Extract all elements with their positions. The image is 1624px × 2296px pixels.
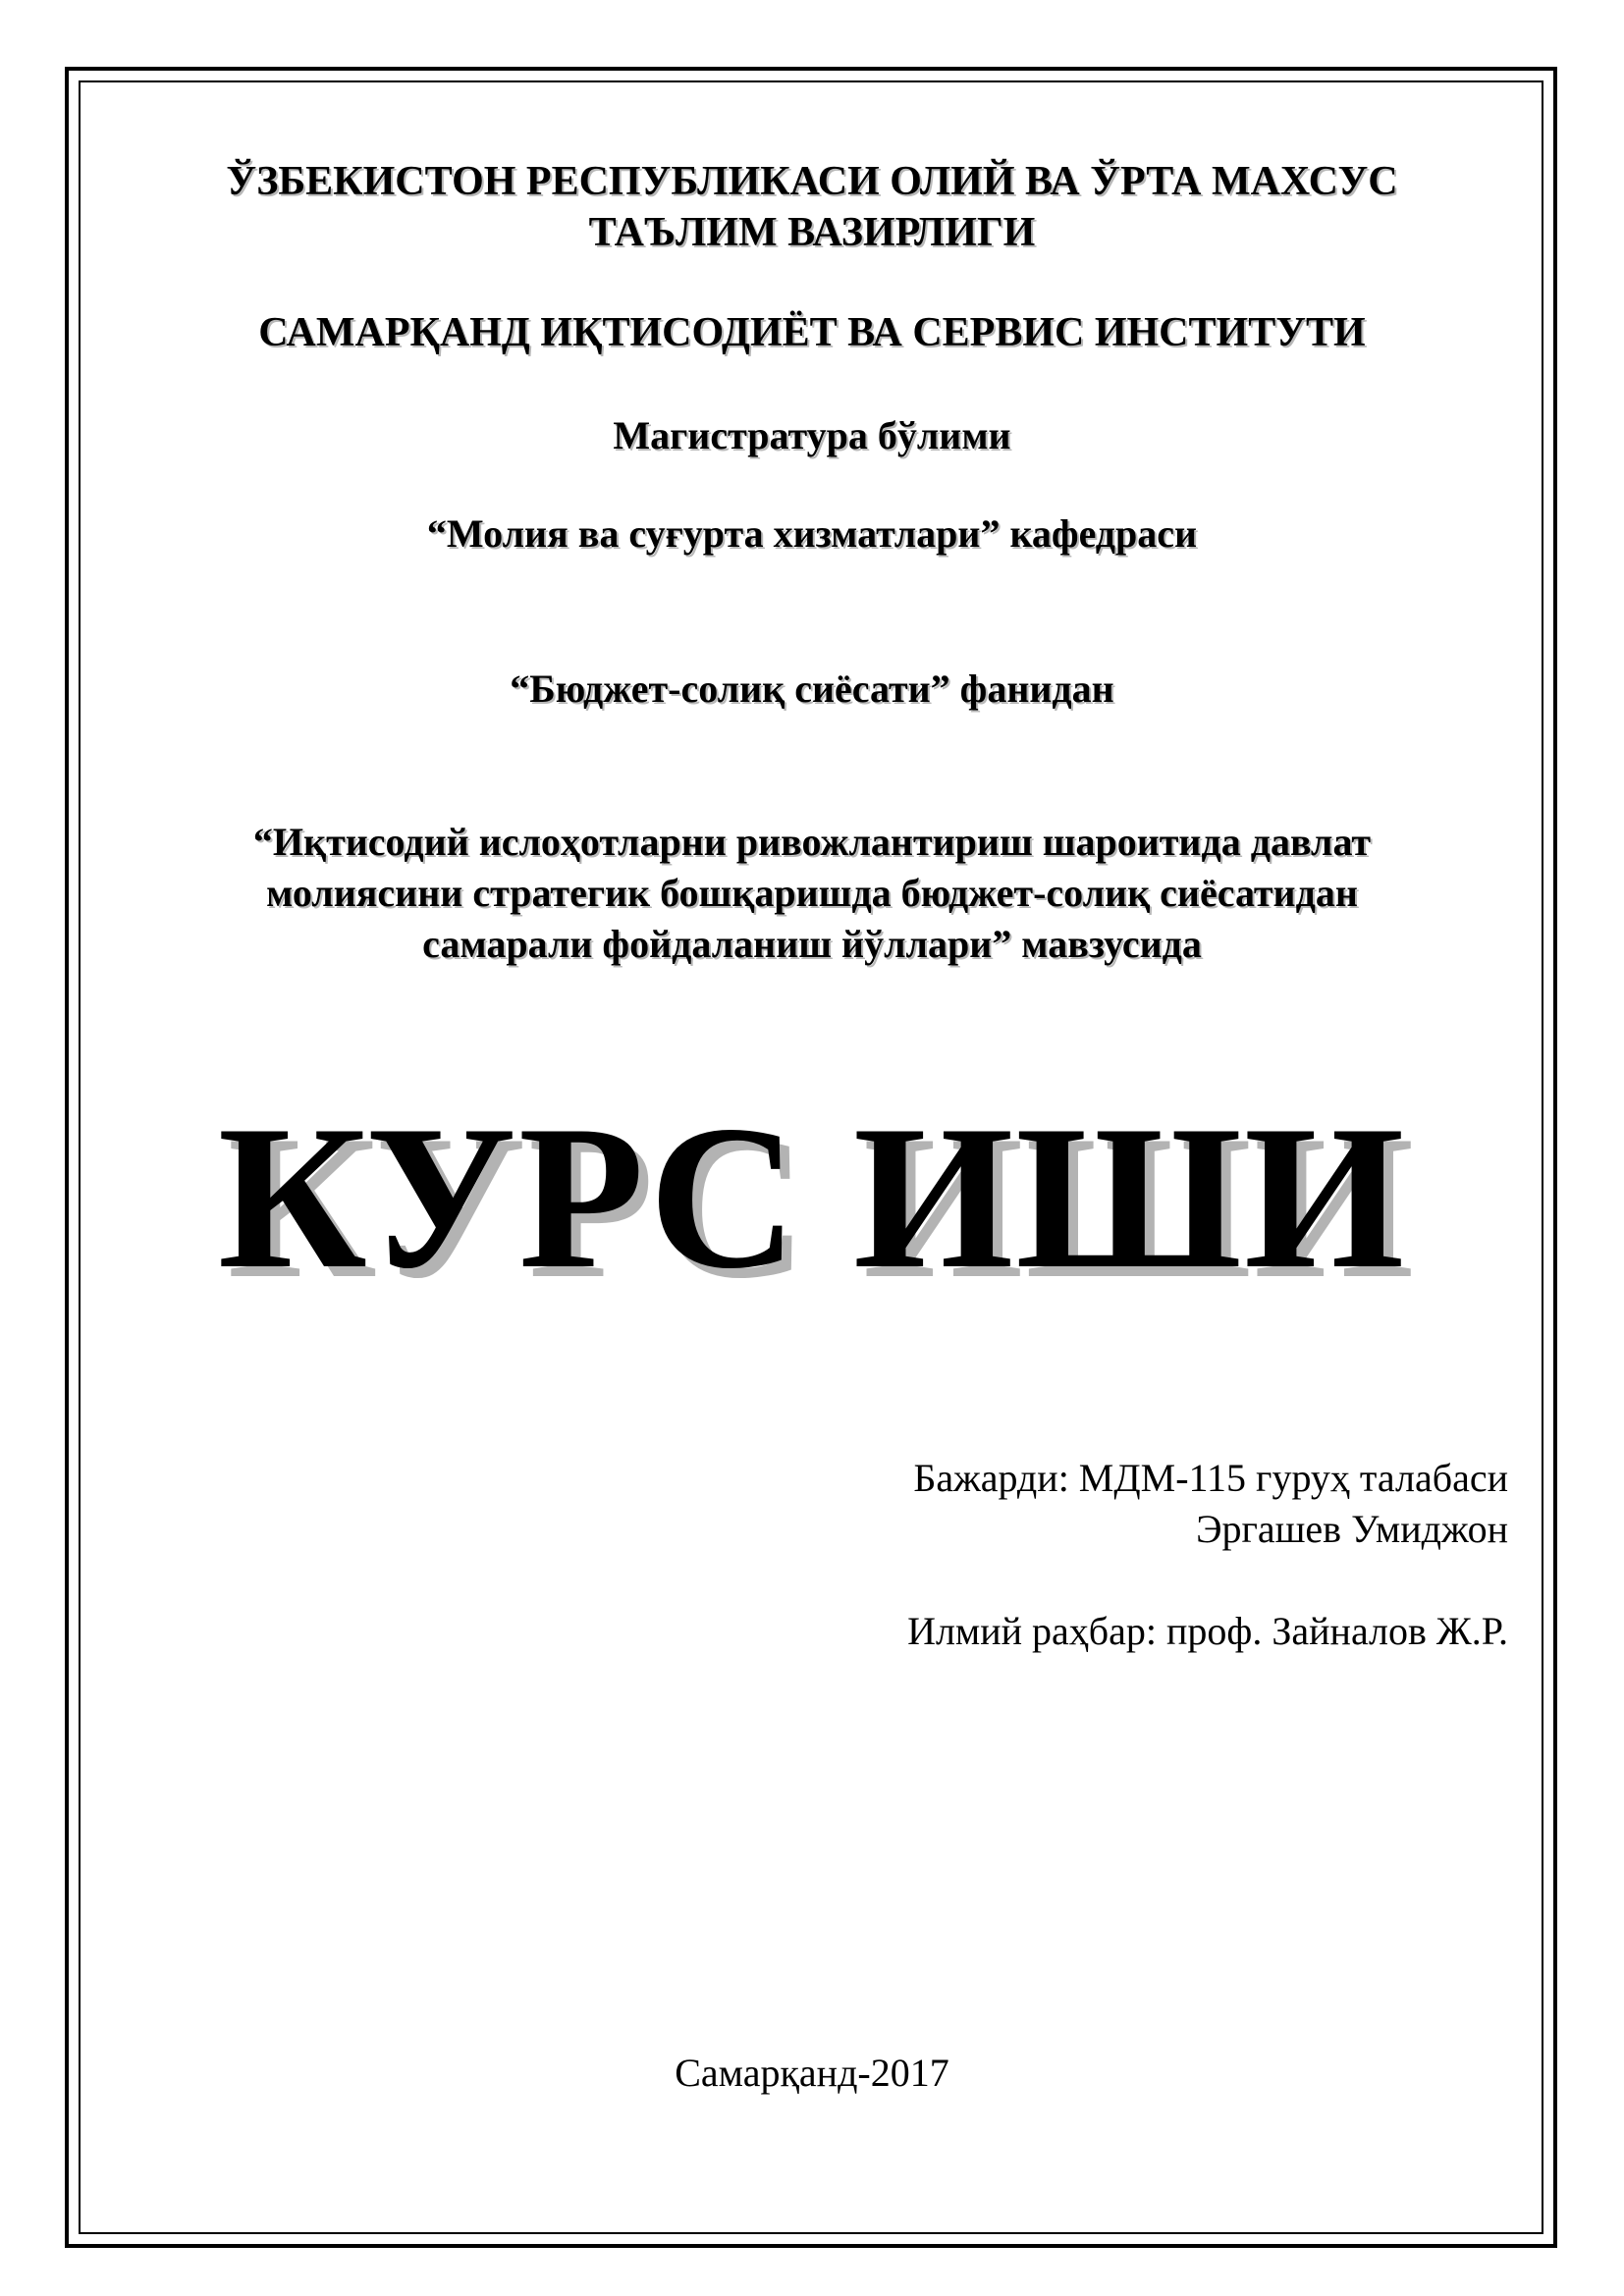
subject-line: “Бюджет-солиқ сиёсати” фанидан	[510, 667, 1114, 711]
ministry-line-1: ЎЗБЕКИСТОН РЕСПУБЛИКАСИ ОЛИЙ ВА ЎРТА МАХСУС	[226, 159, 1398, 204]
author-line-1: Бажарди: МДМ-115 гуруҳ талабаси	[913, 1456, 1508, 1500]
ministry-line-2: ТАЪЛИМ ВАЗИРЛИГИ	[588, 210, 1036, 255]
supervisor-line: Илмий раҳбар: проф. Зайналов Ж.Р.	[907, 1609, 1508, 1653]
institute-name: САМАРҚАНД ИҚТИСОДИЁТ ВА СЕРВИС ИНСТИТУТИ	[258, 310, 1366, 355]
topic-line-1: “Иқтисодий ислоҳотларни ривожлантириш шароитида давлат	[252, 820, 1372, 864]
topic-line-2: молиясини стратегик бошқаришда бюджет-солиқ сиёсатидан	[266, 871, 1358, 915]
author-line-2: Эргашев Умиджон	[1196, 1507, 1508, 1551]
topic-line-3: самарали фойдаланиш йўллари” мавзусида	[422, 922, 1202, 966]
document-title: КУРС ИШИ	[217, 1084, 1407, 1311]
place-year: Самарқанд-2017	[675, 2051, 949, 2095]
department-name: Магистратура бўлими	[613, 413, 1011, 457]
chair-name: “Молия ва суғурта хизматлари” кафедраси	[426, 511, 1198, 556]
